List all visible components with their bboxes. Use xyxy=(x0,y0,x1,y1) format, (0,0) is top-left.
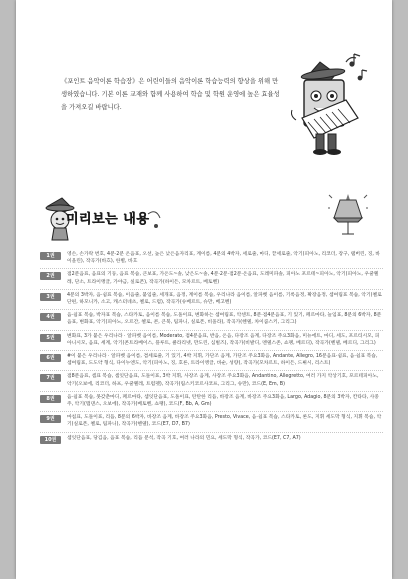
volume-row xyxy=(40,391,383,411)
volume-description: 변화표, 3가 붙은 우리나라 · 알파벳 음이름, Moderato, 점4분음표, 반음, 온음, 다장조 음계, 다장조 주요3화음, 미뉴에트, 마디, 세도, 포르티시모, 피아니시모, 음표, 세계, 악기(콘트라베이스, 플루트, 클라리넷, 만도린, 심벌즈), 작곡가(비발디, 멘델스존, 쇼팽, 베르디), 작곡가(헨델, 베르디, 그리그) xyxy=(67,333,380,346)
volume-row xyxy=(40,411,383,431)
section-title: 미리보는 내용 xyxy=(66,212,150,227)
volume-row xyxy=(40,370,383,390)
volume-description: #이 붙은 우리나라 · 알파벳 음이름, 겹세로줄, 기 있기, 4박 지휘, 가단조 음계, 가단조 주요3화음, Andante, Allegro, 16분음표·쉼표, 음·쉼표 복습, 셈여림표, 도도약 형식, 다이누엔도, 악기(피아노, 징, 호른, 트라이앵글, 바순, 성량), 작곡가(모차르트, 하이든, 드뷔시, 리스트) xyxy=(67,354,378,367)
volume-row xyxy=(40,309,383,329)
bell-decoration-icon xyxy=(328,190,368,236)
volume-badge: 2권 xyxy=(40,272,61,280)
volume-description: 영손, 손가락 번호, 4분·2분 온음표, 오선, 높은 낮은음자리표, 계이름, 4분의 4박자, 세로줄, 마디, 끝세로줄, 악기(피아노, 리코더, 장구, 탬버린, 징, 바이올린), 작곡가(바흐), 한별, 바흐 xyxy=(67,252,381,265)
volume-description: 4분의 3박자, 음·쉼표 복습, 이음줄, 붙임줄, 세개표, 음정, 계이름 복습, 우리나라 음이름, 알파벳 음이름, 기록음정, 확장음정, 셈여림표 복습, 악기(첼로단편, 하모니카, 소고, 캐스터네츠, 첼로, 드럼), 작곡가(슈베르트, 슈만, 베고벤) xyxy=(67,292,382,306)
volume-row xyxy=(40,330,383,350)
volume-row xyxy=(40,268,383,288)
volume-description: 마침표, 도돌이표, 리듬, 8분의 6박자, 바장조 음계, 바장조 주요3화음, Presto, Vivace, 음·쉼표 복습, 스타카토, 론도, 지휘 세도막 형식, 지휘 복습, 악기(실로폰, 첼로, 팀파니), 작곡가(헨델), 코드(E7, D7, B7) xyxy=(67,415,382,428)
document-page xyxy=(16,0,392,579)
volume-row xyxy=(40,289,383,309)
volume-row xyxy=(40,249,383,268)
volume-badge: 9권 xyxy=(40,415,61,423)
volume-row xyxy=(40,432,383,445)
volume-description: 셈잇단음표, 당김음, 음표 복습, 리듬 분석, 작곡 기호, 여러 나라의 민요, 세도막 형식, 작곡가, 코드(E7, C7, A7) xyxy=(67,435,301,441)
volume-badge: 8권 xyxy=(40,395,61,403)
volume-contents-list xyxy=(40,249,383,445)
volume-badge: 5권 xyxy=(40,334,61,342)
volume-description: 점2분음표, 음표의 기둥, 음표 복습, 큰보표, 가온도~솔, 낮은도~솔, 4분·2분·점2분·온음표, 도레미파솔, 피아노 포르테~피아노, 악기(피아노, 우쿨렐레, 단소, 트라이앵글, 가야금, 실로폰), 작곡가(하이든, 모차르트, 베토벤) xyxy=(67,272,379,285)
piano-mascot-illustration xyxy=(276,48,384,160)
volume-badge: 6권 xyxy=(40,354,61,362)
volume-row xyxy=(40,350,383,370)
volume-badge: 1권 xyxy=(40,252,61,260)
volume-description: 음·쉼표 복습, 박자표 복습, 스타카토, 음이름 복습, 도돌이표, 변화하는 셈여림표, 악센트, 8분·점4분음표, 기 있기, 페르마타, 늘임표, 8분의 6박자, 8분음표, 변화표, 악기(피아노, 오르간, 첼로, 콘, 큰북, 팀파니, 실로폰, 비올라), 작곡가(헨델, 차이콥스키, 그리그) xyxy=(67,313,382,326)
intro-paragraph: 《포인트 음악이론 학습장》은 어린이들의 음악이론 학습능력의 향상을 위해 만생하였습니다. 기본 이론 교재와 함께 사용하여 학습 및 학원 운영에 높은 효율성을 가져오길 바랍니다. xyxy=(61,78,280,111)
volume-description: 점8분음표, 셈표 복습, 셈잇단음표, 도돌이표, 3박 지휘, 사장조 음계, 사장조 주요3화음, Andantino, Allegretto, 여러 가지 악상기호, 포르테피아노, 악기(오보에, 리코더, 하프, 우쿨렐레, 트럼펫), 작곡가(림스키코르사코프, 그리그, 슈만), 코드(E, Em, B) xyxy=(67,374,379,387)
volume-badge: 4권 xyxy=(40,313,61,321)
volume-badge: 10권 xyxy=(40,436,61,444)
volume-badge: 3권 xyxy=(40,293,61,301)
volume-badge: 7권 xyxy=(40,374,61,382)
volume-description: 음·쉼표 복습, 못갖춘마디, 페르마타, 셈잇단음표, 도돌이표, 탄탄한 리듬, 바장조 음계, 바장조 주요3화음, Largo, Adagio, 8분의 3박자, 칸타타, 사중주, 악기(탭댄스, 오보에), 작곡가(베토벤, 쇼팽), 코드(F, Bb, A, Gm) xyxy=(67,394,379,408)
